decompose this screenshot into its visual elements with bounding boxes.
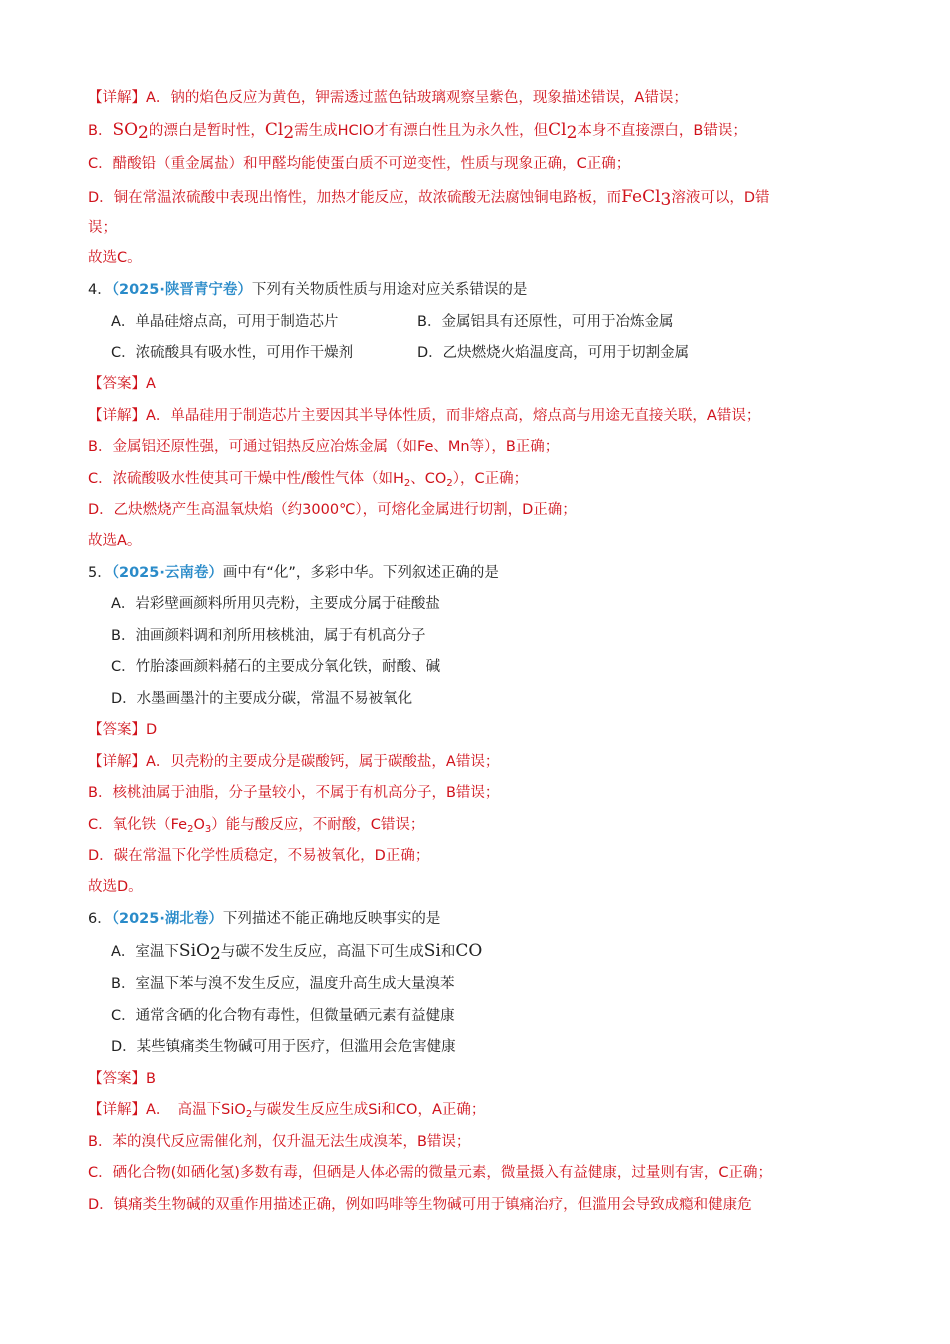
q4-option-a: A．单晶硅熔点高，可用于制造芯片 <box>111 314 339 330</box>
q4-option-b: B．金属铝具有还原性，可用于冶炼金属 <box>417 314 674 330</box>
q3-detail-c: C．醋酸铅（重金属盐）和甲醛均能使蛋白质不可逆变性，性质与现象正确，C正确； <box>88 156 631 172</box>
q5-option-a: A．岩彩壁画颜料所用贝壳粉，主要成分属于硅酸盐 <box>111 596 440 612</box>
q5-option-b: B．油画颜料调和剂所用核桃油，属于有机高分子 <box>111 628 426 644</box>
q5-detail-d: D．碳在常温下化学性质稳定，不易被氧化，D正确； <box>88 848 430 864</box>
q3-conclusion: 故选C。 <box>88 250 142 266</box>
q3-detail-b: B．$SO_2$的漂白是暂时性，$Cl_2$需生成HClO才有漂白性且为永久性，但$Cl_2$本身不直接漂白，B错误； <box>88 120 747 143</box>
q4-answer: 【答案】A <box>88 376 156 392</box>
q5-option-d: D．水墨画墨汁的主要成分碳，常温不易被氧化 <box>111 691 413 707</box>
q3-detail-a: 【详解】A．钠的焰色反应为黄色，钾需透过蓝色钴玻璃观察呈紫色，现象描述错误，A错误； <box>88 90 688 106</box>
q3-detail-d-cont: 误； <box>88 220 117 236</box>
q6-option-d: D．某些镇痛类生物碱可用于医疗，但滥用会危害健康 <box>111 1039 456 1055</box>
q4-option-d: D．乙炔燃烧火焰温度高，可用于切割金属 <box>417 345 690 361</box>
q6-answer: 【答案】B <box>88 1071 156 1087</box>
q4-detail-b: B．金属铝还原性强，可通过铝热反应冶炼金属（如Fe、Mn等），B正确； <box>88 439 560 455</box>
q6-detail-b: B．苯的溴代反应需催化剂，仅升温无法生成溴苯，B错误； <box>88 1134 471 1150</box>
q5-detail-b: B．核桃油属于油脂，分子量较小，不属于有机高分子，B错误； <box>88 785 500 801</box>
q6-detail-d: D．镇痛类生物碱的双重作用描述正确，例如吗啡等生物碱可用于镇痛治疗，但滥用会导致成瘾和健康危 <box>88 1197 752 1213</box>
q5-conclusion: 故选D。 <box>88 879 143 895</box>
q3-detail-d: D．铜在常温浓硫酸中表现出惰性，加热才能反应，故浓硫酸无法腐蚀铜电路板，而FeCl$_3$溶液可以，D错 <box>88 187 770 210</box>
q5-detail-a: 【详解】A．贝壳粉的主要成分是碳酸钙，属于碳酸盐，A错误； <box>88 754 500 770</box>
q5-option-c: C．竹胎漆画颜料赭石的主要成分氧化铁，耐酸、碱 <box>111 659 441 675</box>
q4-option-c: C．浓硫酸具有吸水性，可用作干燥剂 <box>111 345 354 361</box>
q6-option-b: B．室温下苯与溴不发生反应，温度升高生成大量溴苯 <box>111 976 455 992</box>
q5-detail-c: C．氧化铁$(Fe_2O_3)$能与酸反应，不耐酸，C错误； <box>88 817 425 835</box>
q6-stem: 6．（2025·湖北卷）下列描述不能正确地反映事实的是 <box>88 911 441 927</box>
q5-answer: 【答案】D <box>88 722 158 738</box>
q4-detail-d: D．乙炔燃烧产生高温氧炔焰（约3000℃），可熔化金属进行切割，D正确； <box>88 502 577 518</box>
q5-stem: 5．（2025·云南卷）画中有“化”，多彩中华。下列叙述正确的是 <box>88 565 499 581</box>
q4-detail-a: 【详解】A．单晶硅用于制造芯片主要因其半导体性质，而非熔点高，熔点高与用途无直接关联，A错误； <box>88 408 761 424</box>
q6-option-a: A．室温下SiO$_2$与碳不发生反应，高温下可生成Si和CO <box>111 941 483 964</box>
q6-detail-c: C．硒化合物(如硒化氢)多数有毒，但硒是人体必需的微量元素，微量摄入有益健康，过量则有害，C正确； <box>88 1165 773 1181</box>
q4-conclusion: 故选A。 <box>88 533 142 549</box>
q6-detail-a: 【详解】A． 高温下SiO$_2$与碳发生反应生成Si和CO，A正确； <box>88 1102 486 1120</box>
q6-option-c: C．通常含硒的化合物有毒性，但微量硒元素有益健康 <box>111 1008 455 1024</box>
q4-detail-c: C．浓硫酸吸水性使其可干燥中性/酸性气体（如$H_2$、$CO_2$），C正确； <box>88 471 529 489</box>
q4-stem: 4．（2025·陕晋青宁卷）下列有关物质性质与用途对应关系错误的是 <box>88 282 528 298</box>
